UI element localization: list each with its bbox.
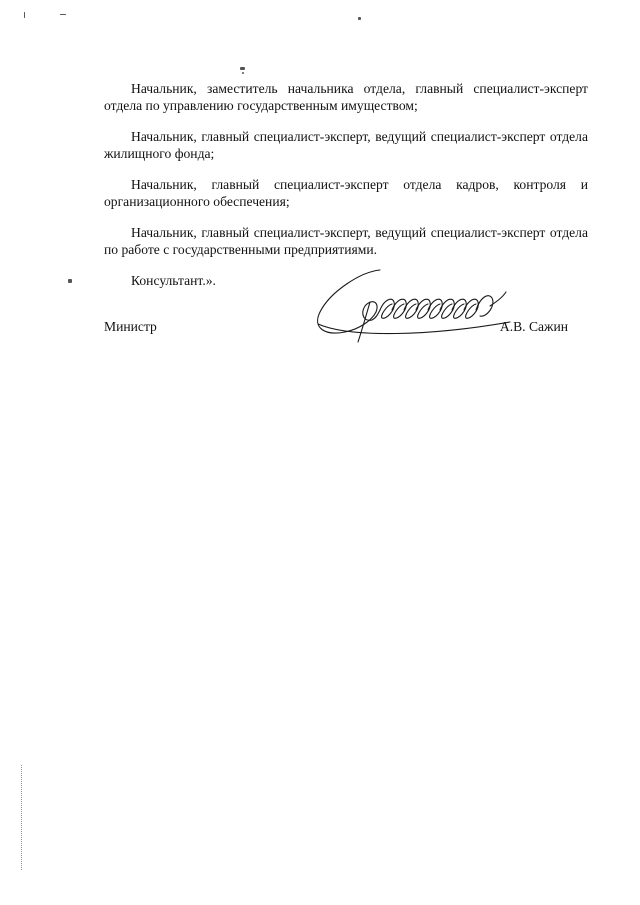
closing-line: Консультант.».: [131, 273, 216, 288]
signature-block: [104, 318, 568, 338]
signatory-name: А.В. Сажин: [499, 319, 568, 334]
scan-speck: [68, 279, 72, 283]
paragraph: Начальник, главный специалист-эксперт, ведущий специалист-эксперт отдела по работе с государственными предприятиями.: [104, 225, 588, 257]
scan-edge-mark: [21, 765, 23, 870]
paragraph: Начальник, главный специалист-эксперт отдела кадров, контроля и организационного обеспечения;: [104, 177, 588, 209]
paragraph: Начальник, заместитель начальника отдела, главный специалист-эксперт отдела по управлению государственным имуществом;: [104, 81, 588, 113]
scan-speck: [358, 17, 361, 20]
scan-speck: [24, 12, 25, 18]
paragraph: Начальник, главный специалист-эксперт, ведущий специалист-эксперт отдела жилищного фонда;: [104, 129, 588, 161]
scan-speck: [242, 72, 244, 74]
scan-speck: [60, 14, 66, 15]
document-body: [104, 80, 588, 289]
signatory-role: Министр: [104, 319, 157, 334]
scan-speck: [240, 67, 245, 70]
